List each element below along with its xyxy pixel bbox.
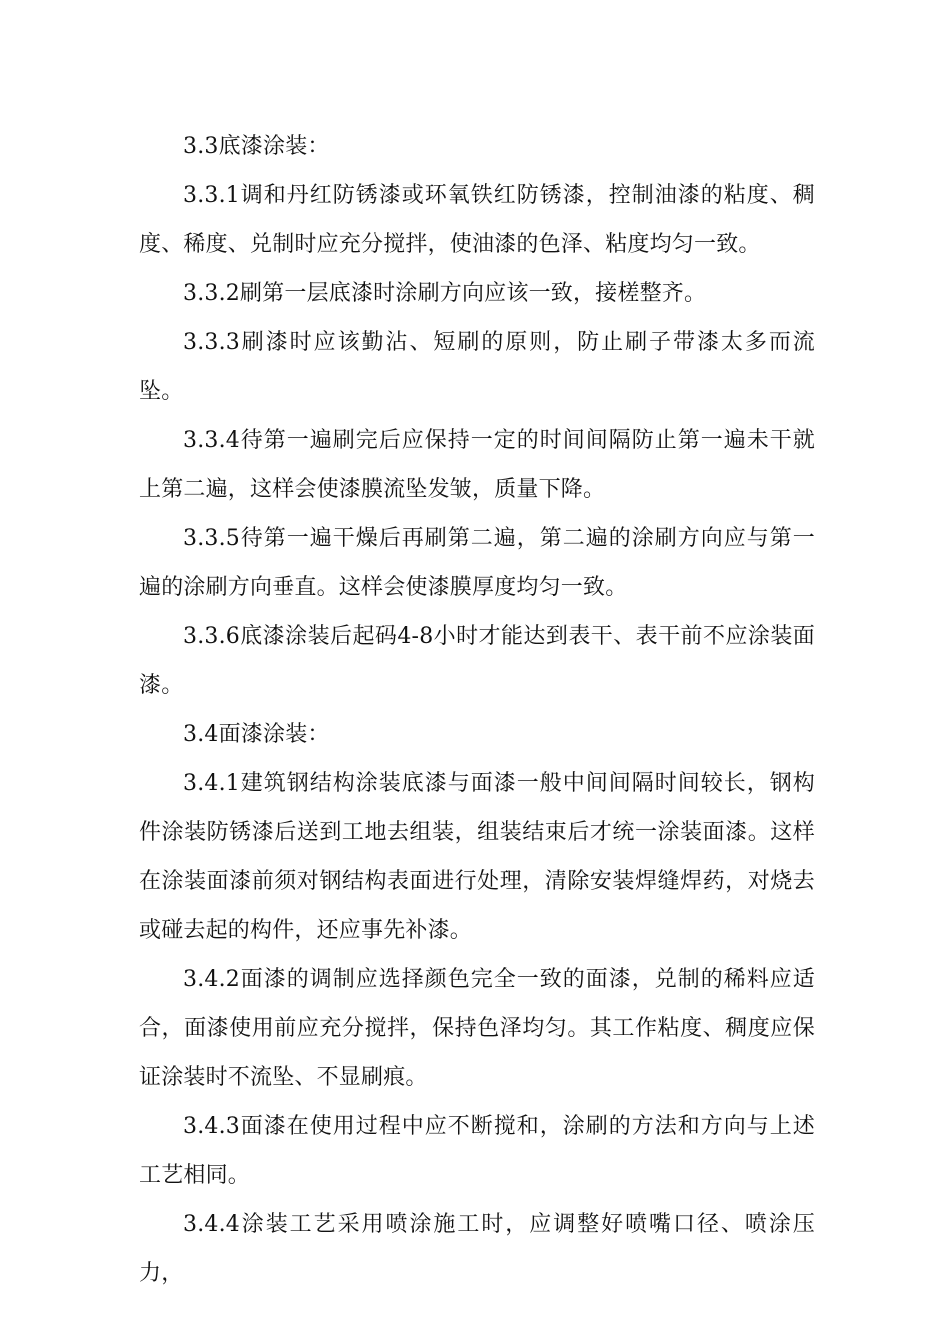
paragraph-3-3-1: 3.3.1调和丹红防锈漆或环氧铁红防锈漆，控制油漆的粘度、稠度、稀度、兑制时应充分搅拌，使油漆的色泽、粘度均匀一致。 bbox=[139, 183, 815, 257]
paragraph-3-4-3: 3.4.3面漆在使用过程中应不断搅和，涂刷的方法和方向与上述工艺相同。 bbox=[139, 1114, 815, 1188]
paragraph-3-3-6: 3.3.6底漆涂装后起码4-8小时才能达到表干、表干前不应涂装面漆。 bbox=[139, 624, 815, 698]
section-heading-3-3: 3.3底漆涂装： bbox=[183, 134, 330, 159]
paragraph-3-3-2: 3.3.2刷第一层底漆时涂刷方向应该一致，接槎整齐。 bbox=[183, 281, 707, 306]
paragraph-3-3-5: 3.3.5待第一遍干燥后再刷第二遍，第二遍的涂刷方向应与第一遍的涂刷方向垂直。这样会使漆膜厚度均匀一致。 bbox=[139, 526, 815, 600]
paragraph-3-3-3: 3.3.3刷漆时应该勤沾、短刷的原则，防止刷子带漆太多而流坠。 bbox=[139, 330, 815, 404]
paragraph-3-3-4: 3.3.4待第一遍刷完后应保持一定的时间间隔防止第一遍未干就上第二遍，这样会使漆膜流坠发皱，质量下降。 bbox=[139, 428, 815, 502]
paragraph-3-4-4: 3.4.4涂装工艺采用喷涂施工时，应调整好喷嘴口径、喷涂压力， bbox=[139, 1212, 815, 1286]
section-heading-3-4: 3.4面漆涂装： bbox=[183, 722, 330, 747]
document-body bbox=[139, 122, 815, 1298]
paragraph-3-4-2: 3.4.2面漆的调制应选择颜色完全一致的面漆，兑制的稀料应适合，面漆使用前应充分搅拌，保持色泽均匀。其工作粘度、稠度应保证涂装时不流坠、不显刷痕。 bbox=[139, 967, 815, 1090]
paragraph-3-4-1: 3.4.1建筑钢结构涂装底漆与面漆一般中间间隔时间较长，钢构件涂装防锈漆后送到工地去组装，组装结束后才统一涂装面漆。这样在涂装面漆前须对钢结构表面进行处理，清除安装焊缝焊药，对烧去或碰去起的构件，还应事先补漆。 bbox=[139, 771, 815, 943]
